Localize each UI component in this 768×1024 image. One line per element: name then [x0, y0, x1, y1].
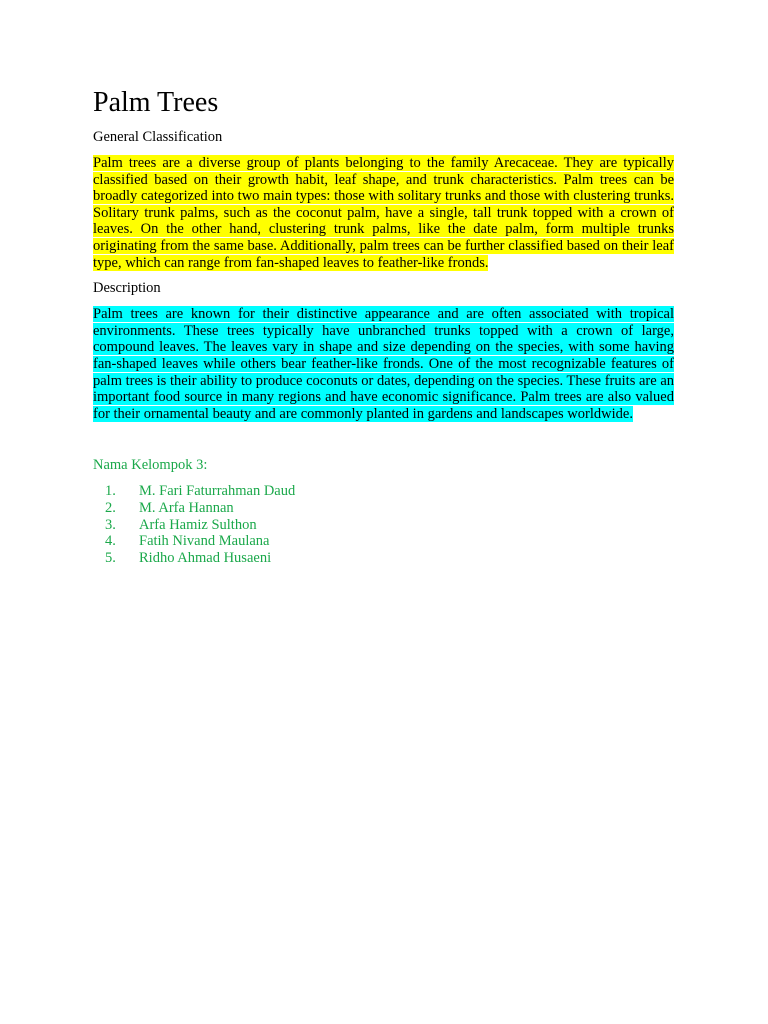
list-item: [93, 550, 674, 567]
document-page: [93, 86, 674, 566]
section-heading-description: Description: [93, 280, 161, 297]
section-paragraph-description: [93, 306, 674, 422]
blank-line: [93, 431, 674, 457]
member-list: [93, 483, 674, 566]
member-name: Arfa Hamiz Sulthon: [139, 516, 257, 533]
section-paragraph-general-classification: [93, 155, 674, 271]
member-name: Fatih Nivand Maulana: [139, 533, 270, 550]
list-item: [93, 517, 674, 534]
section-heading-general-classification: General Classification: [93, 129, 223, 145]
list-item: [93, 500, 674, 517]
document-title: Palm Trees: [93, 87, 219, 118]
list-number: 3.: [105, 516, 116, 533]
group-label: Nama Kelompok 3:: [93, 457, 208, 474]
member-name: Ridho Ahmad Husaeni: [139, 549, 272, 566]
list-number: 4.: [105, 533, 116, 550]
list-item: [93, 483, 674, 500]
list-number: 2.: [105, 499, 116, 516]
member-name: M. Fari Faturrahman Daud: [139, 483, 296, 500]
list-number: 1.: [105, 483, 116, 500]
member-name: M. Arfa Hannan: [139, 499, 234, 516]
highlighted-text: Palm trees are known for their distinctive appearance and are often associated with tropical environments. These trees typically have unbranched trunks topped with a crown of large, compound leaves. The leaves vary in shape and size depending on the species, with some having fan-shaped leaves while others bear feather-like fronds. One of the most recognizable features of palm trees is their ability to produce coconuts or dates, depending on the species. These fruits are an important food source in many regions and have economic significance. Palm trees are also valued for their ornamental beauty and are commonly planted in gardens and landscapes worldwide.: [93, 306, 674, 422]
highlighted-text: Palm trees are a diverse group of plants belonging to the family Arecaceae. They are typically classified based on their growth habit, leaf shape, and trunk characteristics. Palm trees can be broadly categorized into two main types: those with solitary trunks and those with clustering trunks. Solitary trunk palms, such as the coconut palm, have a single, tall trunk topped with a crown of leaves. On the other hand, clustering trunk palms, like the date palm, form multiple trunks originating from the same base. Additionally, palm trees can be further classified based on their leaf type, which can range from fan-shaped leaves to feather-like fronds.: [93, 155, 674, 271]
list-number: 5.: [105, 549, 116, 566]
list-item: [93, 533, 674, 550]
